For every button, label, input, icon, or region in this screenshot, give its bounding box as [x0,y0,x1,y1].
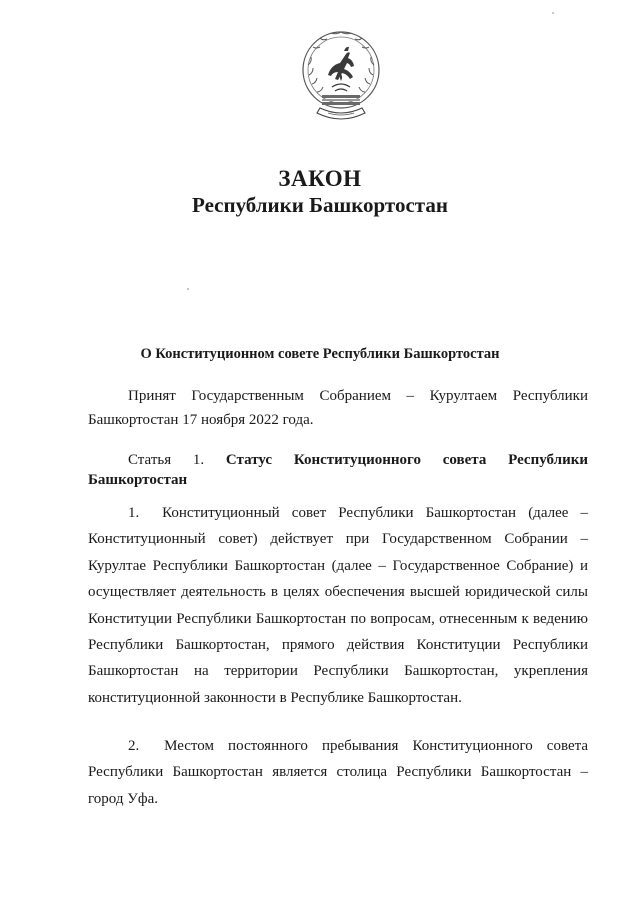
article-title: Статус Конституционного совета Республики Башкортостан [88,452,588,488]
scan-speck [552,12,554,14]
coat-of-arms-icon [300,25,382,127]
paragraph [88,500,588,711]
document-subtitle: Республики Башкортостан [192,193,448,217]
article-label: Статья 1. [128,452,205,468]
scan-speck [187,288,189,290]
paragraph [88,733,588,812]
paragraph-text: Местом постоянного пребывания Конституционного совета Республики Башкортостан является столица Республики Башкортостан – город Уфа. [88,738,589,807]
adoption-text: Принят Государственным Собранием – Курултаем Республики Башкортостан 17 ноября 2022 года. [88,388,588,428]
paragraph-number: 1. [128,505,140,521]
article-heading [88,450,588,490]
paragraph-number: 2. [128,738,140,754]
paragraph-text: Конституционный совет Республики Башкортостан (далее – Конституционный совет) действует при Государственном Собрании – Курултае Республики Башкортостан (далее – Государственное Собрание) и осуществляет деятельность в целях обеспечения высшей юридической силы Конституции Республики Башкортостан по вопросам, отнесенным к ведению Республики Башкортостан, прямого действия Конституции Республики Башкортостан на территории Республики Башкортостан, укрепления конституционной законности в Республике Башкортостан. [88,505,589,706]
document-title: ЗАКОН [278,166,362,191]
adoption-note [88,385,588,432]
law-name: О Конституционном совете Республики Башкортостан [140,346,500,362]
